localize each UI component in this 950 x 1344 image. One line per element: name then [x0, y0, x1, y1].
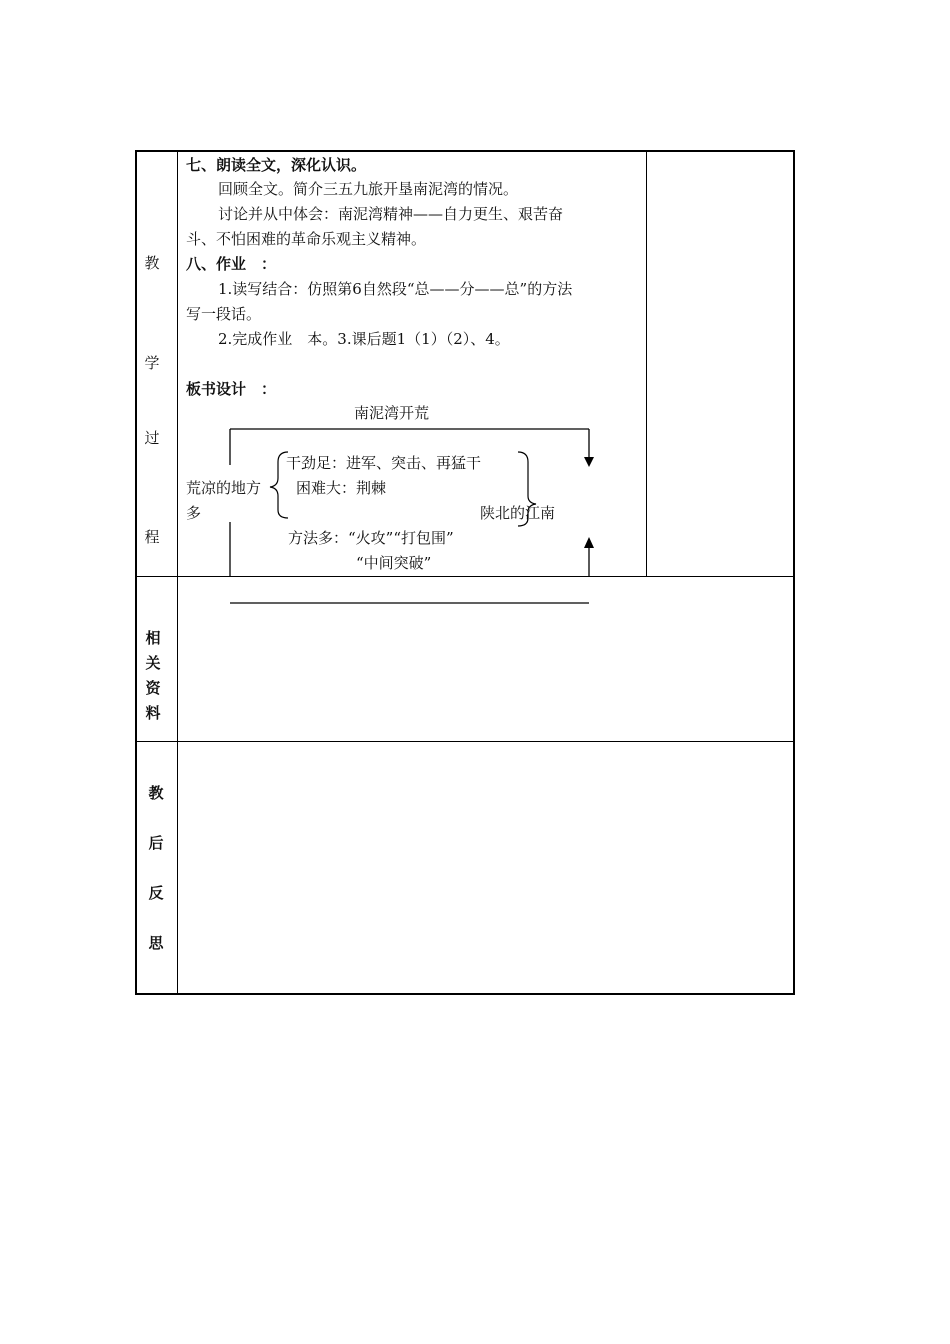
label-reflection-2: 后	[148, 834, 164, 852]
board-top-title: 南泥湾开荒	[354, 404, 430, 422]
label-resources-2: 关	[145, 654, 161, 672]
board-item-3b: “中间突破”	[356, 554, 432, 572]
board-design-title: 板书设计 ：	[186, 380, 277, 398]
arrow-down-icon	[584, 457, 594, 467]
board-right: 陕北的江南	[480, 504, 556, 522]
board-item-3: 方法多：“火攻”“打包围”	[288, 529, 454, 547]
label-reflection-3: 反	[148, 884, 164, 902]
label-process-4: 程	[144, 528, 160, 546]
section8-title: 八、作业 ：	[186, 255, 277, 273]
label-process-2: 学	[144, 354, 160, 372]
label-reflection-4: 思	[148, 934, 164, 952]
board-item-1: 干劲足：进军、突击、再猛干	[286, 454, 482, 472]
section7-line2a: 讨论并从中体会：南泥湾精神——自力更生、艰苦奋	[218, 205, 564, 223]
arrow-up-icon	[584, 537, 594, 548]
board-left-a: 荒凉的地方	[186, 479, 262, 497]
label-process-1: 教	[144, 254, 160, 272]
label-resources-3: 资	[145, 679, 161, 697]
section7-title: 七、朗读全文，深化认识。	[186, 156, 367, 174]
label-process-3: 过	[144, 429, 160, 447]
board-item-2: 困难大：荆棘	[296, 479, 387, 497]
right-brace-icon	[518, 452, 536, 526]
label-resources-4: 料	[145, 704, 161, 722]
homework-1a: 1.读写结合：仿照第6自然段“总——分——总”的方法	[218, 280, 573, 298]
section7-line1: 回顾全文。简介三五九旅开垦南泥湾的情况。	[218, 180, 519, 198]
homework-1b: 写一段话。	[186, 305, 262, 323]
section7-line2b: 斗、不怕困难的革命乐观主义精神。	[186, 230, 427, 248]
board-left-b: 多	[186, 504, 202, 522]
label-reflection-1: 教	[148, 784, 164, 802]
label-resources-1: 相	[145, 629, 161, 647]
left-brace-icon	[270, 452, 288, 518]
homework-2: 2.完成作业 本。3.课后题1（1）（2）、4。	[218, 330, 510, 348]
